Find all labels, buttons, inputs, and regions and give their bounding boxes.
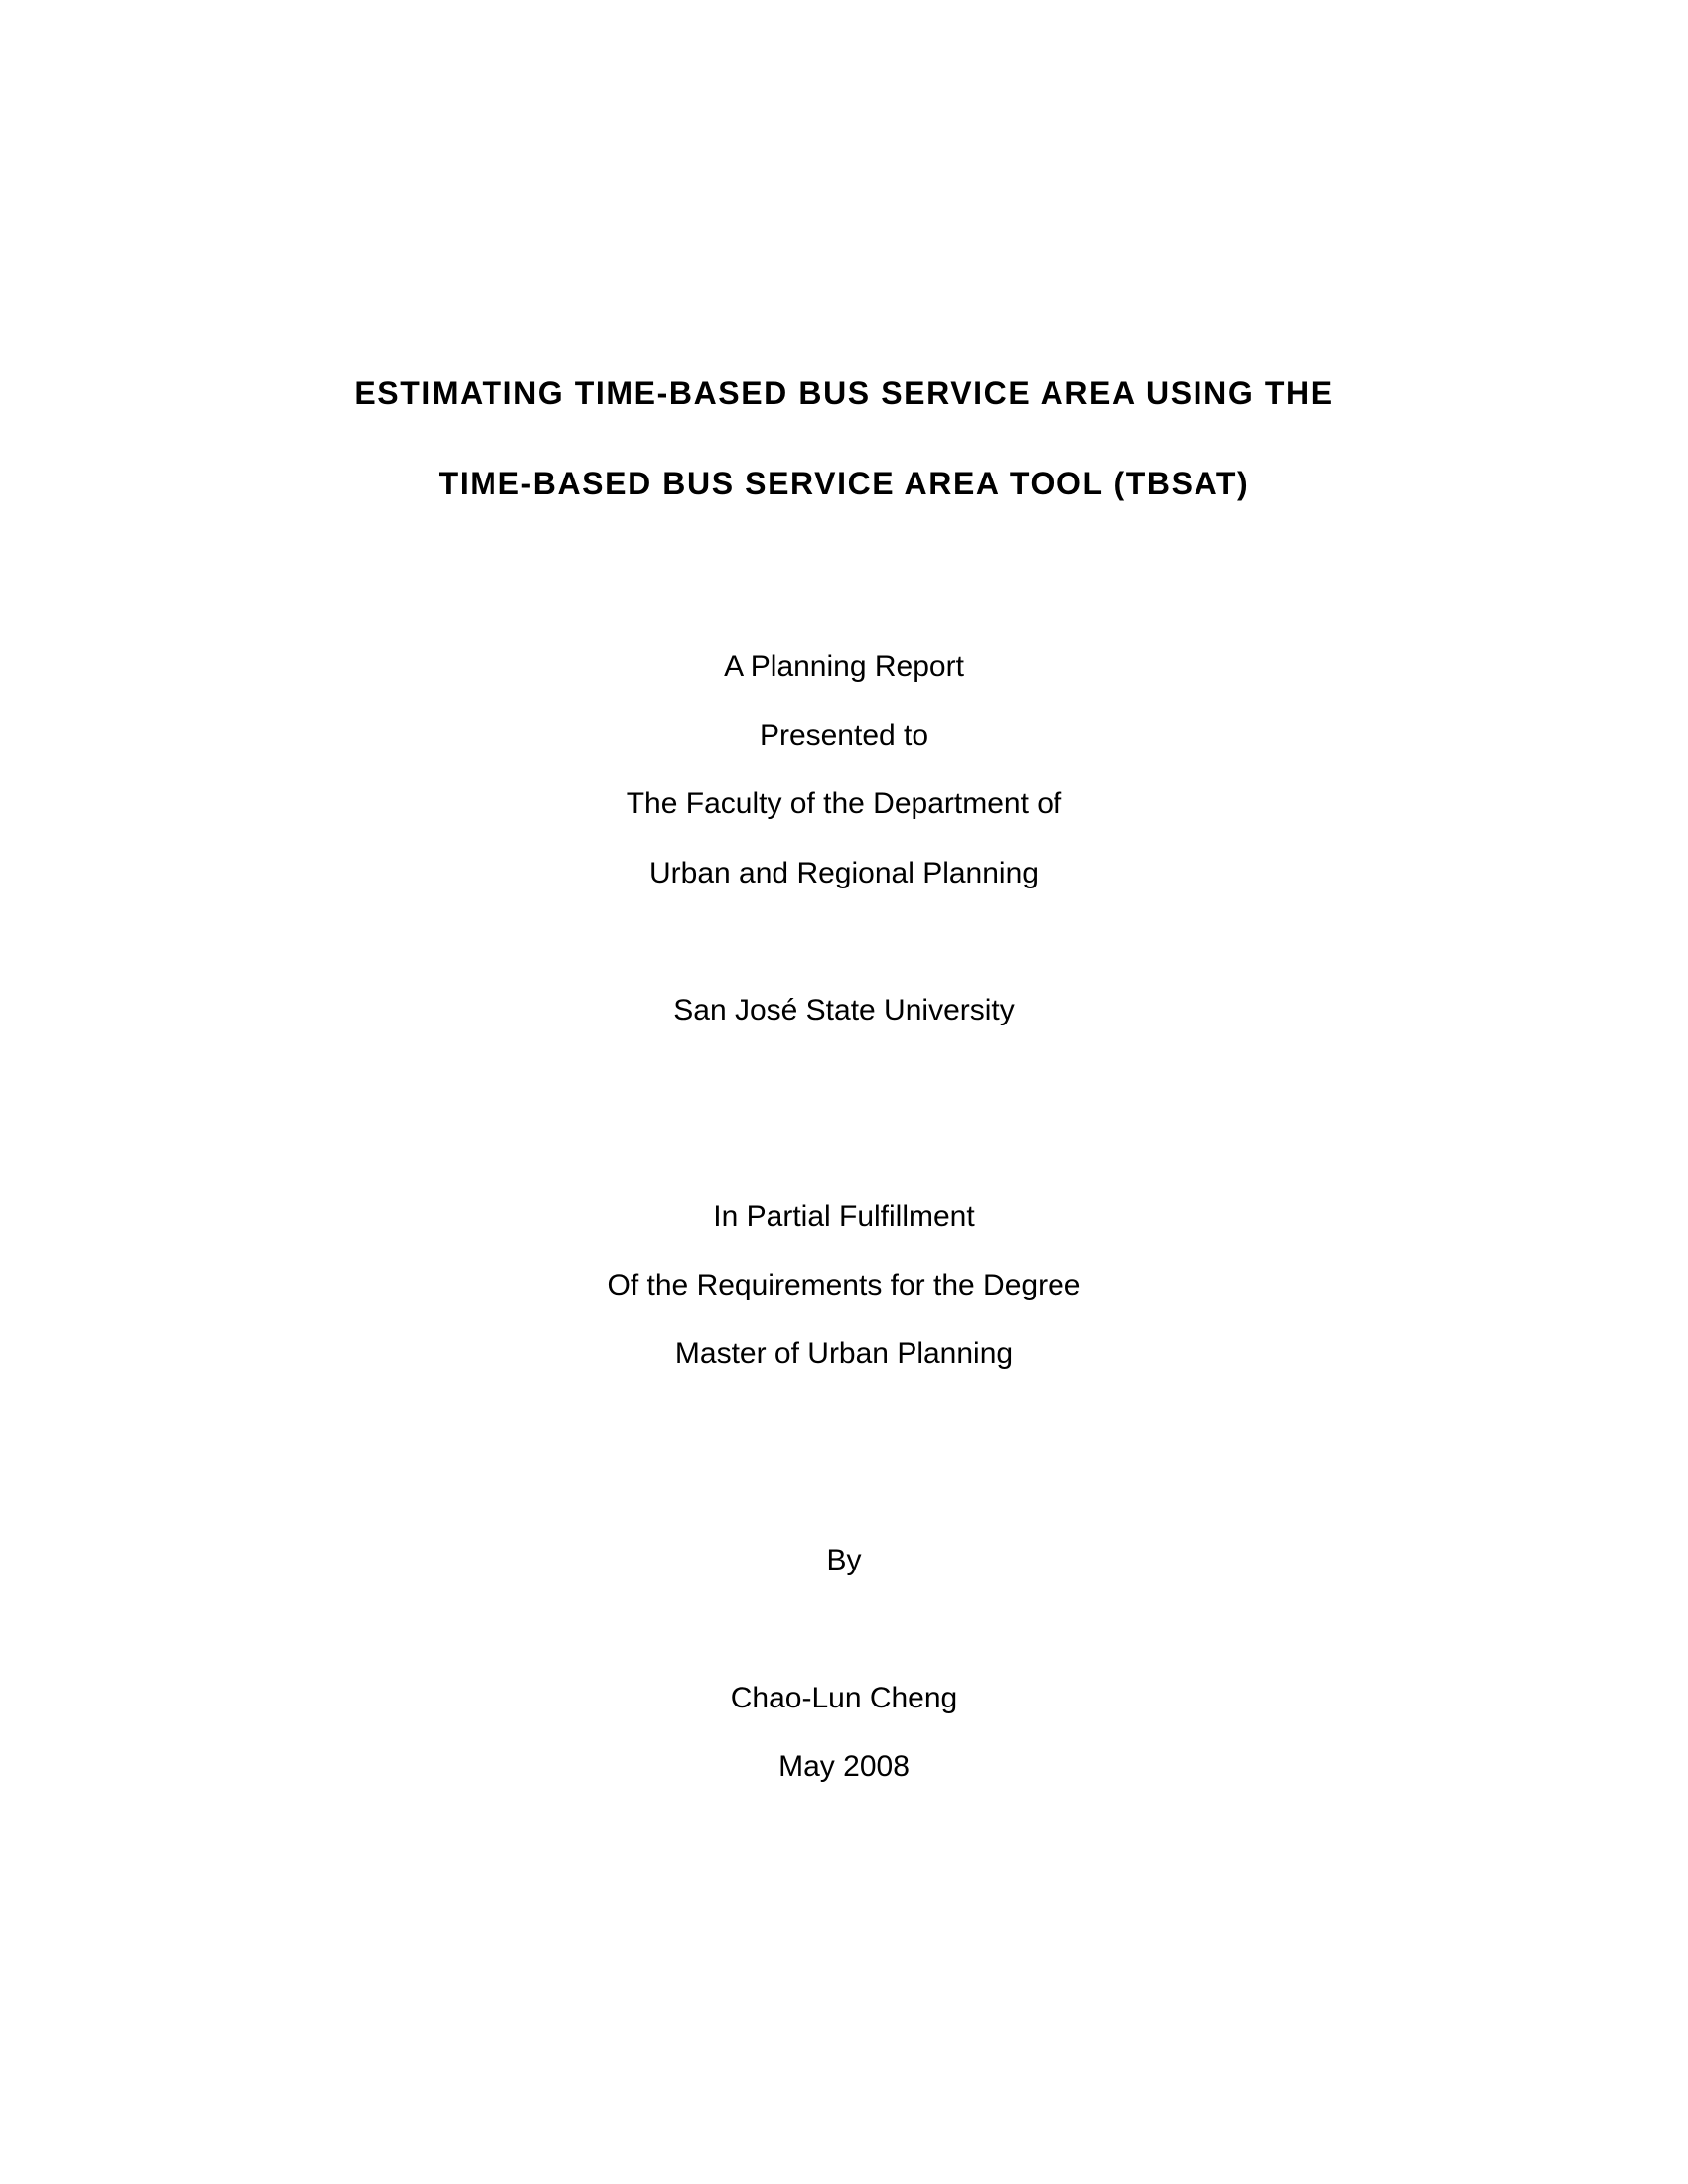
report-type: A Planning Report <box>724 650 964 683</box>
university-name: San José State University <box>673 994 1015 1026</box>
faculty-line: The Faculty of the Department of <box>626 787 1062 820</box>
presented-to: Presented to <box>759 719 929 751</box>
author-name: Chao-Lun Cheng <box>730 1682 958 1714</box>
report-title-line-1: ESTIMATING TIME-BASED BUS SERVICE AREA USING THE <box>354 375 1334 411</box>
fulfillment-line-1: In Partial Fulfillment <box>713 1200 975 1233</box>
report-title-line-2: TIME-BASED BUS SERVICE AREA TOOL (TBSAT) <box>438 466 1250 501</box>
degree-name: Master of Urban Planning <box>674 1337 1014 1370</box>
by-label: By <box>826 1544 862 1576</box>
fulfillment-line-2: Of the Requirements for the Degree <box>607 1269 1081 1301</box>
submission-date: May 2008 <box>778 1750 910 1783</box>
department-name: Urban and Regional Planning <box>649 857 1039 889</box>
